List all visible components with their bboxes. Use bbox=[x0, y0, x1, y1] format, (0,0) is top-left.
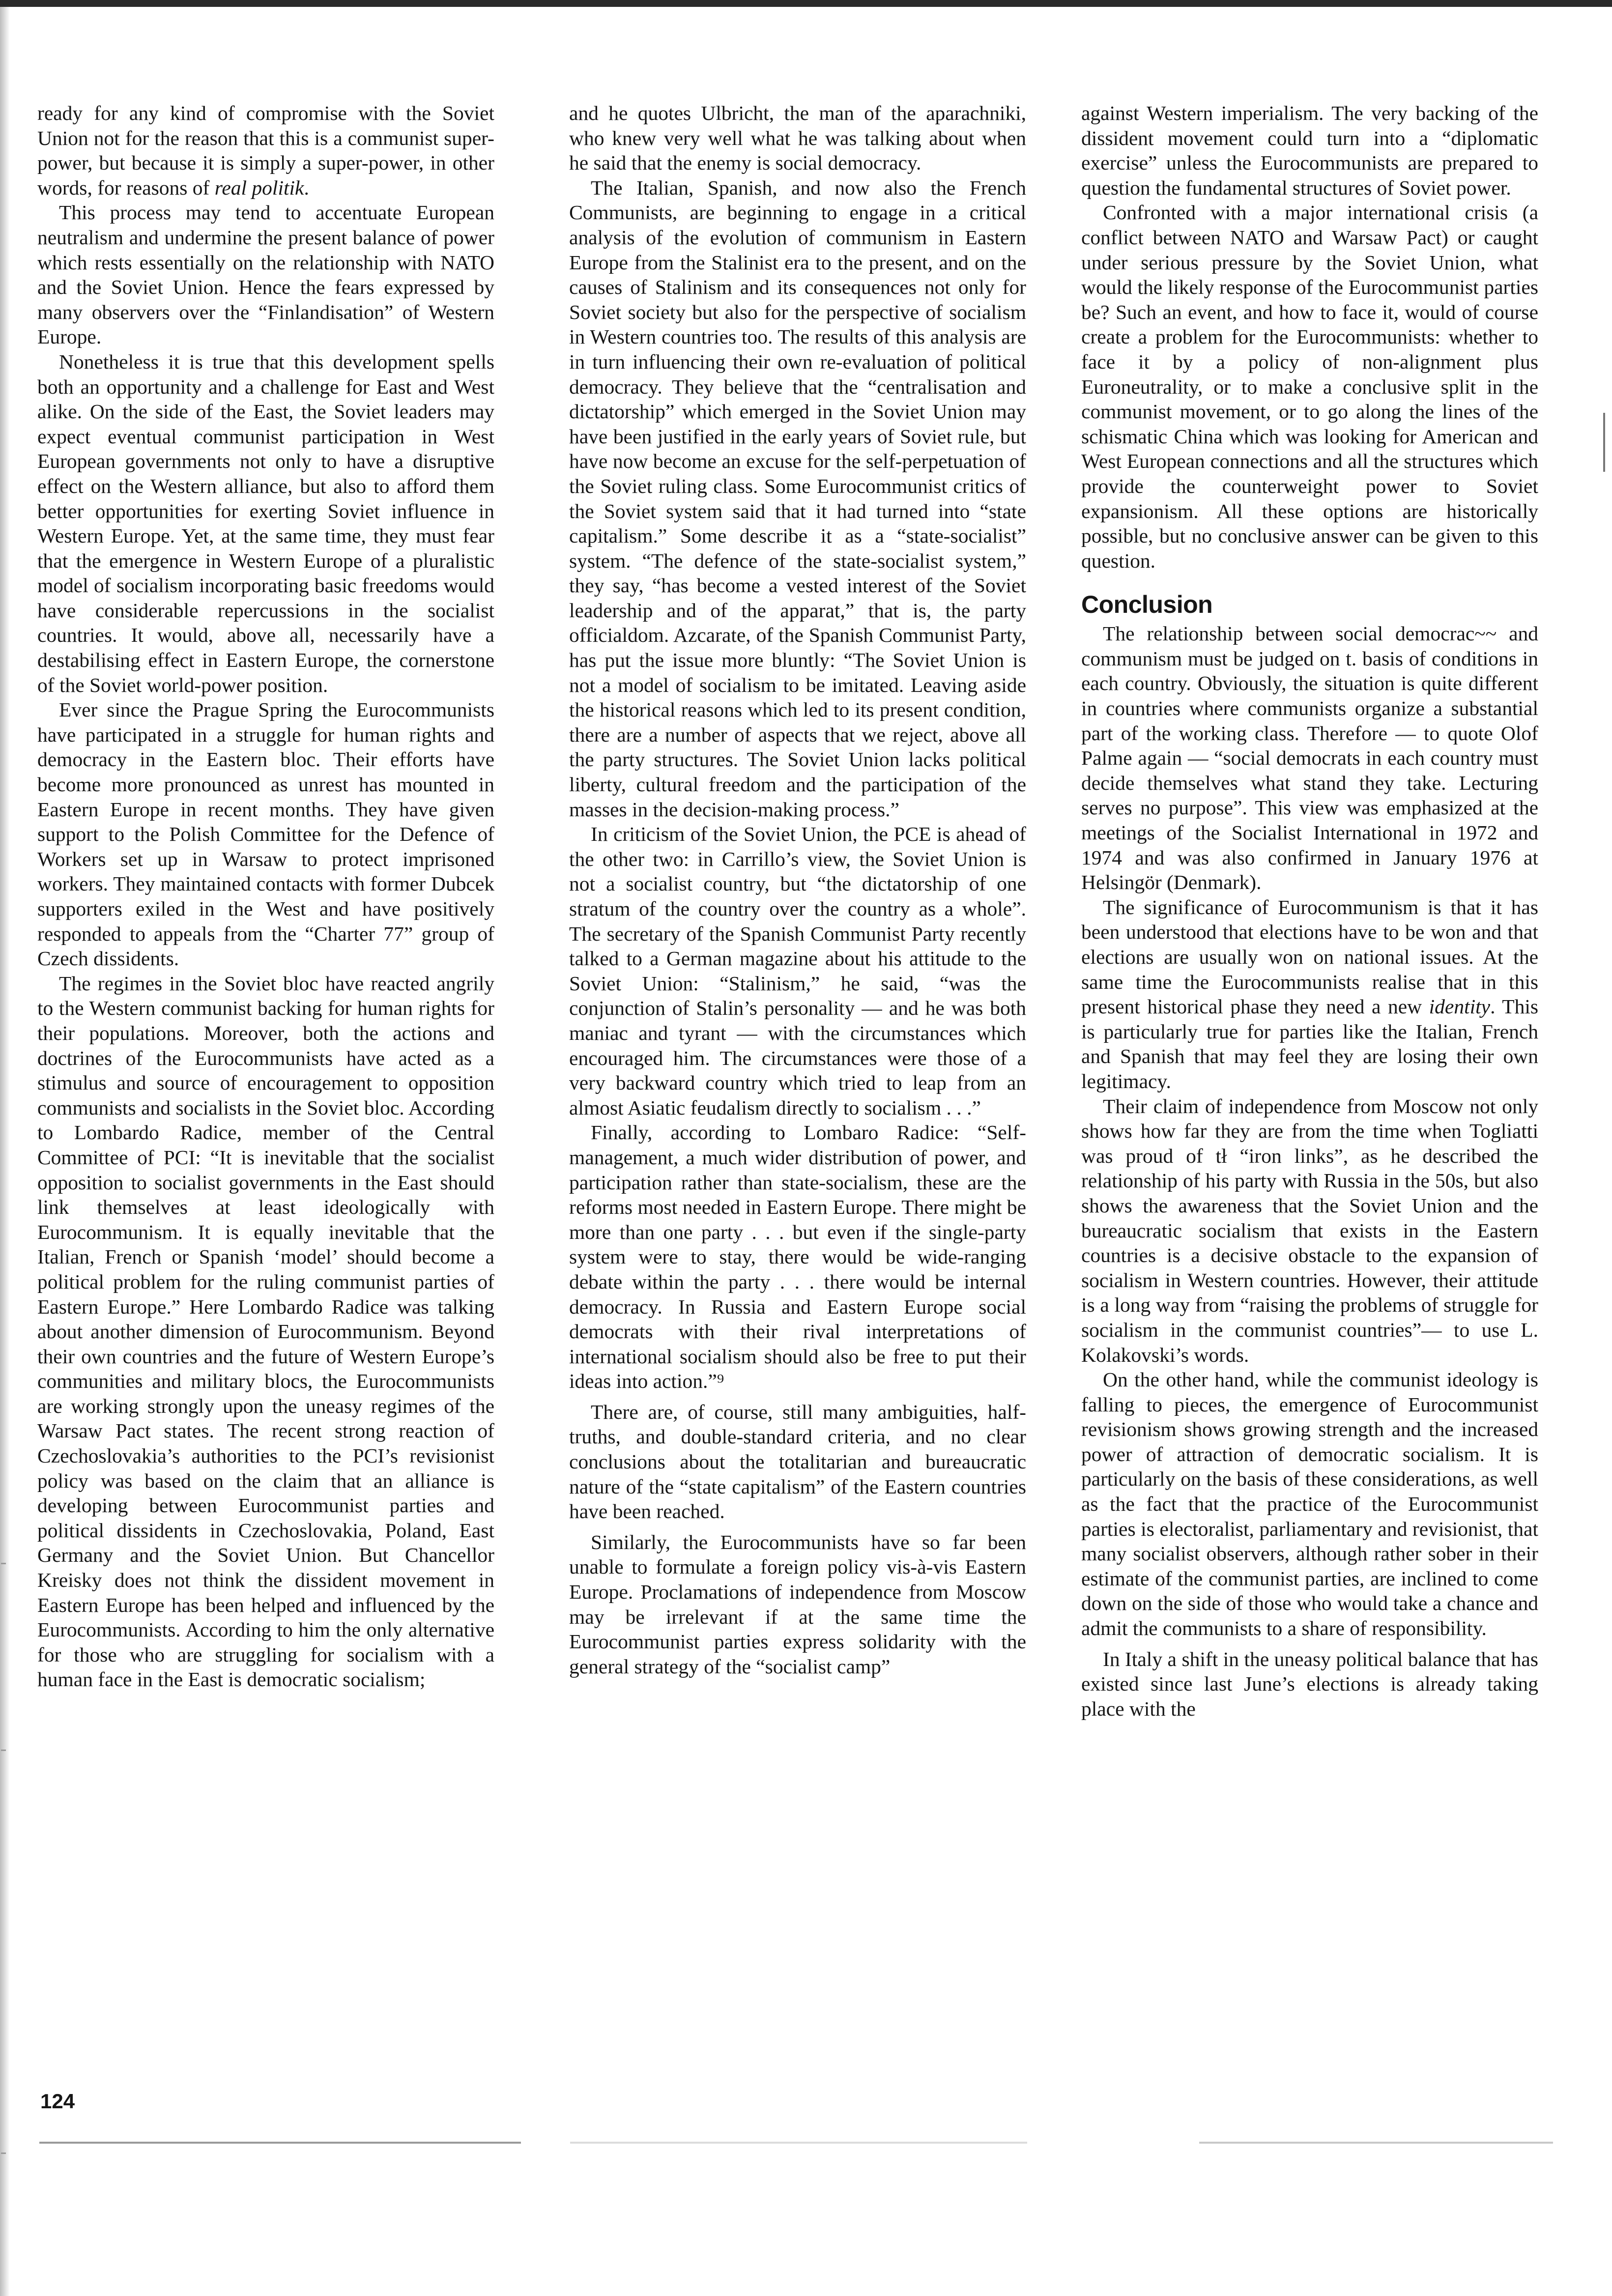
paragraph: Finally, according to Lombaro Radice: “Self-management, a much wider distribution of power, and participation rather than state-socialism, these are the reforms most needed in Eastern Europe. There might be more than one party . . . but even if the single-party system were to stay, there would be wide-ranging debate within the party . . . there would be internal democracy. In Russia and Eastern Europe social democrats with their rival interpretations of international socialism should also be free to put their ideas into action.”⁹ bbox=[569, 1121, 1026, 1393]
footer-rule-middle bbox=[570, 2142, 1027, 2144]
emphasis-text: real politik bbox=[214, 176, 304, 199]
paragraph: against Western imperialism. The very backing of the dissident movement could turn into a “diplomatic exercise” unless the Eurocommunists are prepared to question the fundamental structures of Soviet power. bbox=[1081, 102, 1538, 199]
paragraph: In criticism of the Soviet Union, the PCE is ahead of the other two: in Carrillo’s view, the Soviet Union is not a socialist country, but “the dictatorship of one stratum of the country over the country as a whole”. The secretary of the Spanish Communist Party recently talked to a German magazine about his attitude to the Soviet Union: “Stalinism,” he said, “was the conjunction of Stalin’s personality — and he was both maniac and tyrant — with the circumstances which encouraged him. The circumstances were those of a very backward country which tried to leap from an almost Asiatic feudalism directly to socialism . . .” bbox=[569, 823, 1026, 1119]
paragraph: The Italian, Spanish, and now also the French Communists, are beginning to engage in a critical analysis of the evolution of communism in Eastern Europe from the Stalinist era to the present, and on the causes of Stalinism and its consequences not only for Soviet society but also for the perspective of socialism in Western countries too. The results of this analysis are in turn influencing their own re-evaluation of political democracy. They believe that the “centralisation and dictatorship” which emerged in the Soviet Union may have been justified in the early years of Soviet rule, but have now become an excuse for the self-perpetuation of the Soviet ruling class. Some Eurocommunist critics of the Soviet system said that it had turned into “state capitalism.” Some describe it as a “state-socialist” system. “The defence of the state-socialist system,” they say, “has become a vested interest of the Soviet leadership and of the apparat,” that is, the party officialdom. Azcarate, of the Spanish Communist Party, has put the issue more bluntly: “The Soviet Union is not a model of socialism to be imitated. Leaving aside the historical reasons which led to its present condition, there are a number of aspects that we reject, above all the party structures. The Soviet Union lacks political liberty, cultural freedom and the participation of the masses in the decision-making process.” bbox=[569, 176, 1026, 821]
footer-rule-right bbox=[1199, 2142, 1553, 2144]
paragraph: ready for any kind of compromise with the Soviet Union not for the reason that this is a communist super-power, but because it is simply a super-power, in other words, for reasons of real politik. bbox=[37, 102, 494, 199]
page-edge-shadow bbox=[0, 7, 10, 2296]
paragraph: There are, of course, still many ambiguities, half-truths, and double-standard criteria, and no clear conclusions about the totalitarian and bureaucratic nature of the “state capitalism” of the Eastern countries have been reached. bbox=[569, 1400, 1026, 1523]
paragraph: The relationship between social democrac~~ and communism must be judged on t. basis of conditions in each country. Obviously, the situation is quite different in countries where communists organize a substantial part of the working class. Therefore — to quote Olof Palme again — “social democrats in each country must decide themselves what stand they take. Lecturing serves no purpose”. This view was emphasized at the meetings of the Socialist International in 1972 and 1974 and was also confirmed in January 1976 at Helsingör (Denmark). bbox=[1081, 622, 1538, 894]
paragraph: The regimes in the Soviet bloc have reacted angrily to the Western communist backing for human rights for their populations. Moreover, both the actions and doctrines of the Eurocommunists have acted as a stimulus and source of encouragement to opposition communists and socialists in the Soviet bloc. According to Lombardo Radice, member of the Central Committee of PCI: “It is inevitable that the socialist opposition to socialist governments in the East should link themselves at least ideologically with Eurocommunism. It is equally inevitable that the Italian, French or Spanish ‘model’ should become a political problem for the ruling communist parties of Eastern Europe.” Here Lombardo Radice was talking about another dimension of Eurocommunism. Beyond their own countries and the future of Western Europe’s communities and military blocs, the Eurocommunists are working strongly upon the uneasy regimes of the Warsaw Pact states. The recent strong reaction of Czechoslovakia’s authorities to the PCI’s revisionist policy was based on the claim that an alliance is developing between Eurocommunist parties and political dissidents in Czechoslovakia, Poland, East Germany and the Soviet Union. But Chancellor Kreisky does not think the dissident movement in Eastern Europe has been helped and influenced by the Eurocommunists. According to him the only alternative for those who are struggling for socialism with a human face in the East is democratic socialism; bbox=[37, 972, 494, 1691]
paragraph: Nonetheless it is true that this development spells both an opportunity and a challenge for East and West alike. On the side of the East, the Soviet leaders may expect eventual communist participation in West European governments not only to have a disruptive effect on the Western alliance, but also to afford them better opportunities for exerting Soviet influence in Western Europe. Yet, at the same time, they must fear that the emergence in Western Europe of a pluralistic model of socialism incorporating basic freedoms would have considerable repercussions in the socialist countries. It would, above all, necessarily have a destabilising effect in Eastern Europe, the cornerstone of the Soviet world-power position. bbox=[37, 350, 494, 696]
paragraph: and he quotes Ulbricht, the man of the aparachniki, who knew very well what he was talking about when he said that the enemy is social democracy. bbox=[569, 102, 1026, 174]
paragraph: Their claim of independence from Moscow not only shows how far they are from the time when Togliatti was proud of tł “iron links”, as he described the relationship of his party with Russia in the 50s, but also shows the awareness that the Soviet Union and the bureaucratic socialism that exists in the Eastern countries is a decisive obstacle to the expansion of socialism in Western countries. However, their attitude is a long way from “raising the problems of struggle for socialism in the communist countries”— to use L. Kolakovski’s words. bbox=[1081, 1094, 1538, 1366]
paragraph: Confronted with a major international crisis (a conflict between NATO and Warsaw Pact) or caught under serious pressure by the Soviet Union, what would the likely response of the Eurocommunist parties be? Such an event, and how to face it, would of course create a problem for the Eurocommunists: whether to face it by a policy of non-alignment plus Euroneutrality, or to make a conclusive split in the communist movement, or to go along the lines of the schismatic China which was looking for American and West European connections and all the structures which provide the counterweight power to Soviet expansionism. All these options are historically possible, but no conclusive answer can be given to this question. bbox=[1081, 201, 1538, 572]
paragraph: Ever since the Prague Spring the Eurocommunists have participated in a struggle for human rights and democracy in the Eastern bloc. Their efforts have become more pronounced as unrest has mounted in Eastern Europe in recent months. They have given support to the Polish Committee for the Defence of Workers set up in Warsaw to protect imprisoned workers. They maintained contacts with former Dubcek supporters exiled in the West and have positively responded to appeals from the “Charter 77” group of Czech dissidents. bbox=[37, 698, 494, 970]
paragraph: This process may tend to accentuate European neutralism and undermine the present balance of power which rests essentially on the relationship with NATO and the Soviet Union. Hence the fears expressed by many observers over the “Finlandisation” of Western Europe. bbox=[37, 201, 494, 348]
paragraph: On the other hand, while the communist ideology is falling to pieces, the emergence of Eurocommunist revisionism shows growing strength and the increased power of attraction of democratic socialism. It is particularly on the basis of these considerations, as well as the fact that the practice of the Eurocommunist parties is electoralist, parliamentary and revisionist, that many socialist observers, although rather sober in their estimate of the communist parties, are inclined to come down on the side of those who would take a chance and admit the communists to a share of responsibility. bbox=[1081, 1368, 1538, 1640]
scan-mark bbox=[1, 1750, 6, 1751]
footer-rule-left bbox=[39, 2142, 521, 2144]
page-number: 124 bbox=[40, 2090, 75, 2113]
text-column-3 bbox=[1081, 101, 1538, 1721]
margin-mark bbox=[1603, 413, 1605, 472]
scan-mark bbox=[1, 2152, 6, 2154]
emphasis-text: identity bbox=[1429, 995, 1491, 1018]
text-column-2 bbox=[569, 101, 1026, 1679]
top-border-rule bbox=[0, 0, 1612, 7]
text-column-1 bbox=[37, 101, 494, 1692]
paragraph: Similarly, the Eurocommunists have so far been unable to formulate a foreign policy vis-à-vis Eastern Europe. Proclamations of independence from Moscow may be irrelevant if at the same time the Eurocommunist parties express solidarity with the general strategy of the “socialist camp” bbox=[569, 1530, 1026, 1678]
paragraph: In Italy a shift in the uneasy political balance that has existed since last June’s elections is already taking place with the bbox=[1081, 1647, 1538, 1720]
paragraph: The significance of Eurocommunism is that it has been understood that elections have to be won and that elections are usually won on national issues. At the same time the Eurocommunists realise that in this present historical phase they need a new identity. This is particularly true for parties like the Italian, French and Spanish that may feel they are losing their own legitimacy. bbox=[1081, 895, 1539, 1092]
section-heading: Conclusion bbox=[1081, 591, 1213, 619]
scan-mark bbox=[1, 1563, 6, 1564]
